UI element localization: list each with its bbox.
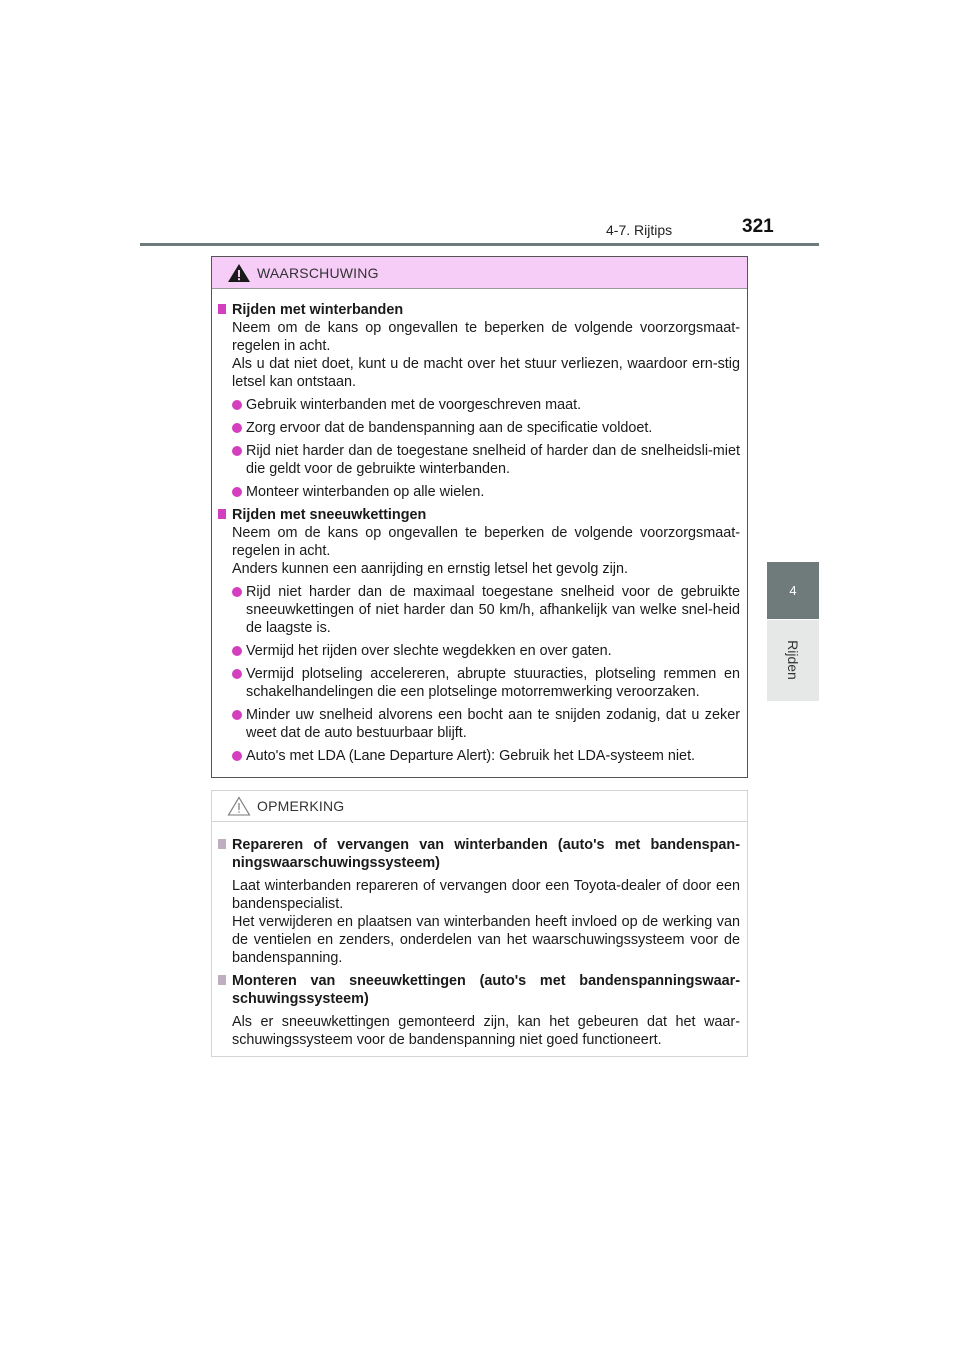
paragraph: Als u dat niet doet, kunt u de macht over het stuur verliezen, waardoor ern-stig letsel kan ontstaan.	[232, 356, 740, 390]
bullet-item: Auto's met LDA (Lane Departure Alert): Gebruik het LDA-systeem niet.	[232, 747, 740, 765]
bullet-item: Gebruik winterbanden met de voorgeschreven maat.	[232, 396, 740, 414]
bullet-dot-icon	[232, 646, 242, 656]
bullet-item: Zorg ervoor dat de bandenspanning aan de specificatie voldoet.	[232, 419, 740, 437]
bullet-dot-icon	[232, 669, 242, 679]
bullet-item: Rijd niet harder dan de toegestane snelheid of harder dan de snelheidsli-miet die geldt voor de gebruikte winterbanden.	[232, 442, 740, 478]
square-bullet-icon	[218, 975, 226, 985]
chapter-tab[interactable]	[767, 620, 819, 701]
paragraph: Neem om de kans op ongevallen te beperken de volgende voorzorgsmaat-regelen in acht.	[232, 525, 740, 559]
bullet-item: Minder uw snelheid alvorens een bocht aan te snijden zodanig, dat u zeker weet dat de auto bestuurbaar blijft.	[232, 706, 740, 742]
header-divider	[140, 243, 819, 246]
bullet-dot-icon	[232, 400, 242, 410]
section-heading: Rijden met sneeuwkettingen	[217, 506, 740, 524]
note-content	[212, 822, 747, 1049]
chapter-tab-number[interactable]: 4	[767, 562, 819, 619]
bullet-item: Rijd niet harder dan de maximaal toegestane snelheid voor de gebruikte sneeuwkettingen of niet harder dan 50 km/h, afhankelijk van welke snel-heid de laagste is.	[232, 583, 740, 637]
section-heading: Rijden met winterbanden	[217, 301, 740, 319]
warning-header	[212, 257, 747, 289]
warning-box	[211, 256, 748, 778]
note-header	[212, 791, 747, 822]
warning-title: WAARSCHUWING	[257, 264, 379, 281]
paragraph: Laat winterbanden repareren of vervangen door een Toyota-dealer of door een bandenspecialist.	[232, 878, 740, 912]
bullet-dot-icon	[232, 446, 242, 456]
square-bullet-icon	[218, 839, 226, 849]
caution-triangle-icon	[227, 796, 251, 816]
paragraph: Als er sneeuwkettingen gemonteerd zijn, kan het gebeuren dat het waar-schuwingssysteem voor de bandenspanning niet goed functioneert.	[232, 1014, 740, 1048]
paragraph: Neem om de kans op ongevallen te beperken de volgende voorzorgsmaat-regelen in acht.	[232, 320, 740, 354]
square-bullet-icon	[218, 509, 226, 519]
bullet-dot-icon	[232, 487, 242, 497]
paragraph: Het verwijderen en plaatsen van winterbanden heeft invloed op de werking van de ventielen en zenders, onderdelen van het waarschuwingssysteem voor de bandenspanning.	[232, 914, 740, 966]
page-number: 321	[742, 216, 774, 237]
bullet-dot-icon	[232, 423, 242, 433]
bullet-dot-icon	[232, 587, 242, 597]
bullet-item: Vermijd het rijden over slechte wegdekken en over gaten.	[232, 642, 740, 660]
paragraph: Anders kunnen een aanrijding en ernstig letsel het gevolg zijn.	[232, 561, 629, 577]
section-heading: Monteren van sneeuwkettingen (auto's met bandenspanningswaar-schuwingssysteem)	[217, 972, 740, 1008]
section-heading: Repareren of vervangen van winterbanden (auto's met bandenspan-ningswaarschuwingssysteem)	[217, 836, 740, 872]
square-bullet-icon	[218, 304, 226, 314]
note-title: OPMERKING	[257, 798, 345, 814]
warning-content	[212, 289, 747, 765]
bullet-item: Vermijd plotseling accelereren, abrupte stuuracties, plotseling remmen en schakelhandelingen die een plotselinge motorremwerking veroorzaken.	[232, 665, 740, 701]
note-box	[211, 790, 748, 1057]
bullet-dot-icon	[232, 751, 242, 761]
warning-triangle-icon	[227, 263, 251, 283]
bullet-item: Monteer winterbanden op alle wielen.	[232, 483, 740, 501]
bullet-dot-icon	[232, 710, 242, 720]
chapter-tab-label: Rijden	[785, 640, 801, 680]
section-title: 4-7. Rijtips	[606, 222, 673, 238]
